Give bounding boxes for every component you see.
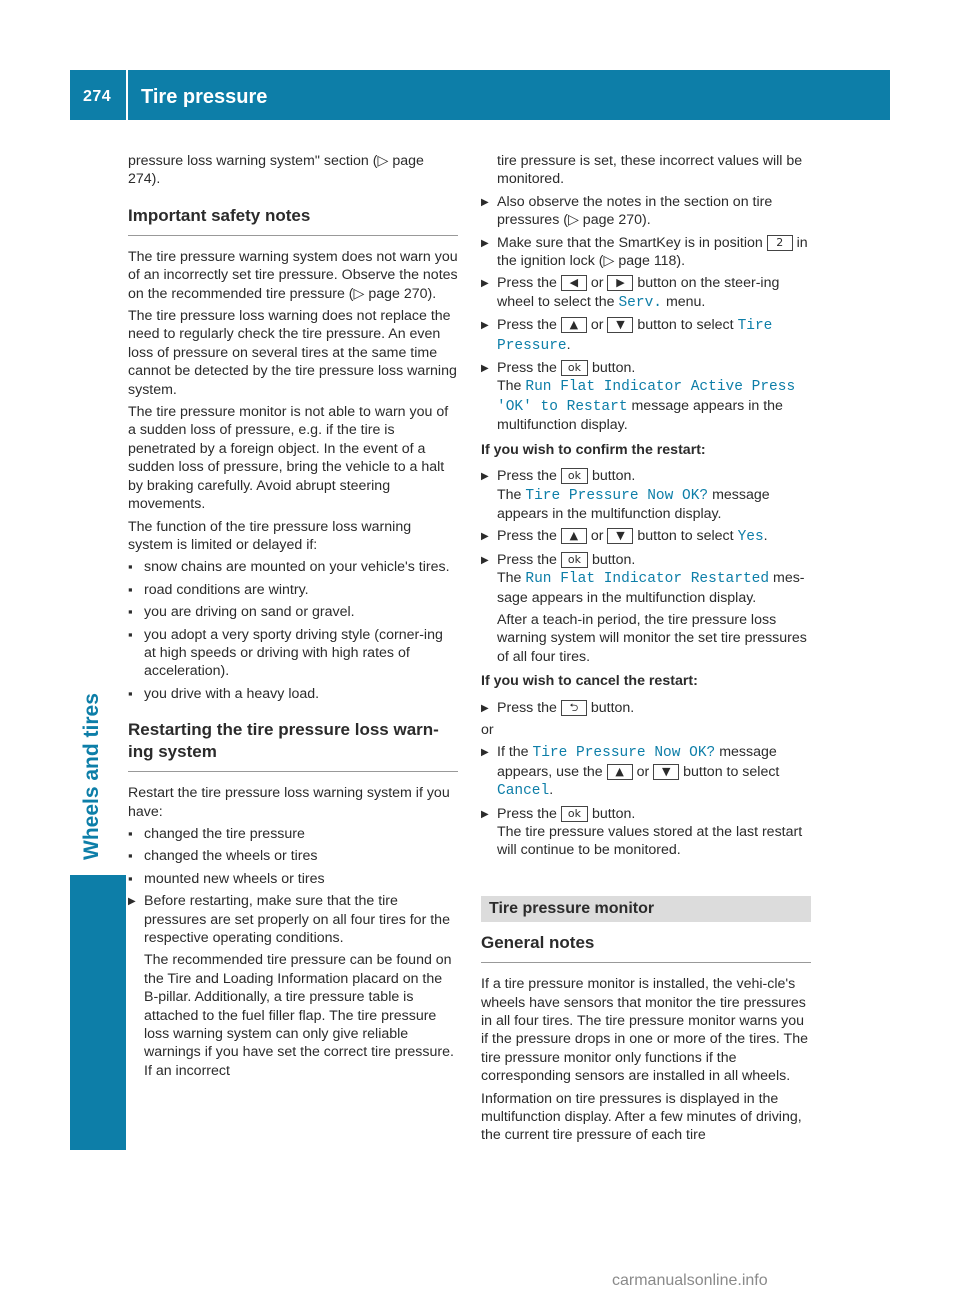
paragraph: The recommended tire pressure can be found on the Tire and Loading Information placard on the B-pillar. Additionally, a tire pressure table is attached to the fuel filler flap. The tire pressure loss warning system can only give reliable warnings if you have set the correct tire pressure. If an incorrect: [144, 952, 454, 1079]
paragraph: The tire pressure loss warning does not replace the need to regularly check the tire pressure. An even loss of pressure on several tires at the same time cannot be detected by the tire pressure loss warning system.: [128, 308, 457, 398]
subheading-confirm: If you wish to confirm the restart:: [481, 441, 706, 458]
paragraph: The tire pressure warning system does not warn you of an incorrectly set tire pressure. Observe the notes on the recommended tire pressure (▷ page 270).: [128, 248, 458, 302]
menu-name: Serv.: [618, 294, 662, 311]
ok-key-icon: ok: [561, 360, 588, 376]
paragraph: tire pressure is set, these incorrect values will be monitored.: [497, 153, 803, 188]
page-title: Tire pressure: [141, 86, 268, 108]
right-column: [481, 152, 811, 1149]
section-label: Wheels and tires: [80, 693, 103, 860]
down-arrow-key-icon: ▼: [653, 764, 679, 780]
display-message: Run Flat Indicator Restarted: [525, 571, 770, 588]
list-item: ▪ changed the wheels or tires: [128, 847, 458, 865]
instruction-step: ▶ If the Tire Pressure Now OK? message appears, use the ▲ or ▼ button to select Cancel.: [481, 743, 811, 800]
heading-safety: Important safety notes: [128, 205, 458, 236]
subheading-cancel: If you wish to cancel the restart:: [481, 673, 698, 690]
or-text: or: [481, 721, 494, 738]
instruction-step: ▶ Press the ok button. The tire pressure values stored at the last restart will continue to be monitored.: [481, 805, 811, 860]
list-item: ▪ snow chains are mounted on your vehicle's tires.: [128, 558, 458, 576]
instruction-step: ▶ Press the ▲ or ▼ button to select Tire Pressure.: [481, 316, 811, 355]
up-arrow-key-icon: ▲: [561, 528, 587, 544]
key-position-icon: 2: [767, 235, 793, 251]
watermark: carmanualsonline.info: [612, 1272, 768, 1289]
section-tab: [70, 875, 126, 1150]
down-arrow-key-icon: ▼: [607, 528, 633, 544]
instruction-step: ▶ Before restarting, make sure that the tire pressures are set properly on all four tires for the respective operating conditions.: [128, 892, 458, 947]
instruction-step: ▶ Press the ok button. The Run Flat Indicator Active Press 'OK' to Restart message appears in the multifunction display.: [481, 359, 811, 435]
paragraph: If a tire pressure monitor is installed, the vehi-cle's wheels have sensors that monitor the tire pressures in all four tires. The tire pressure monitor warns you if the pressure drops in one or more of the tires. The tire pressure monitor only functions if the corresponding sensors are installed in all wheels.: [481, 976, 809, 1085]
menu-item-name: Cancel: [497, 783, 550, 800]
heading-general: General notes: [481, 932, 811, 963]
up-arrow-key-icon: ▲: [607, 764, 633, 780]
up-arrow-key-icon: ▲: [561, 317, 587, 333]
left-arrow-key-icon: ◀: [561, 275, 587, 291]
instruction-step: ▶ Press the ⮌ button.: [481, 699, 811, 717]
instruction-step: ▶ Press the ◀ or ▶ button on the steer-ing wheel to select the Serv. menu.: [481, 274, 811, 312]
header-divider: [126, 70, 128, 120]
display-message: Run Flat Indicator Active Press 'OK' to Restart: [497, 379, 796, 415]
list-item: ▪ you drive with a heavy load.: [128, 685, 458, 703]
down-arrow-key-icon: ▼: [607, 317, 633, 333]
paragraph: The function of the tire pressure loss warning system is limited or delayed if:: [128, 518, 412, 553]
heading-restart: Restarting the tire pressure loss warn-ing system: [128, 719, 458, 772]
instruction-step: ▶ Make sure that the SmartKey is in position 2 in the ignition lock (▷ page 118).: [481, 234, 811, 271]
list-item: ▪ you are driving on sand or gravel.: [128, 603, 458, 621]
ok-key-icon: ok: [561, 806, 588, 822]
left-column: [128, 152, 458, 1084]
section-heading-monitor: Tire pressure monitor: [481, 896, 811, 922]
right-arrow-key-icon: ▶: [607, 275, 633, 291]
intro-text: pressure loss warning system" section (▷ page 274).: [128, 153, 424, 188]
back-key-icon: ⮌: [561, 700, 587, 716]
ok-key-icon: ok: [561, 468, 588, 484]
list-item: ▪ mounted new wheels or tires: [128, 870, 458, 888]
paragraph: The tire pressure monitor is not able to warn you of a sudden loss of pressure, e.g. if the tire is penetrated by a foreign object. In the event of a sudden loss of pressure, bring the vehicle to a halt by braking carefully. Avoid abrupt steering movements.: [128, 404, 449, 513]
paragraph: Information on tire pressures is displayed in the multifunction display. After a few minutes of driving, the current tire pressure of each tire: [481, 1090, 802, 1144]
instruction-step: ▶ Press the ok button. The Run Flat Indicator Restarted mes-sage appears in the multifunction display.: [481, 551, 811, 607]
display-message: Tire Pressure Now OK?: [532, 745, 716, 762]
display-message: Tire Pressure Now OK?: [525, 487, 709, 504]
menu-item-name: Tire Pressure: [497, 318, 773, 354]
paragraph: After a teach-in period, the tire pressure loss warning system will monitor the set tire pressures of all four tires.: [497, 611, 807, 665]
list-item: ▪ you adopt a very sporty driving style (corner-ing at high speeds or driving with high rates of acceleration).: [128, 626, 458, 681]
menu-item-name: Yes: [737, 529, 764, 546]
instruction-step: ▶ Also observe the notes in the section on tire pressures (▷ page 270).: [481, 193, 811, 230]
instruction-step: ▶ Press the ▲ or ▼ button to select Yes.: [481, 527, 811, 546]
list-item: ▪ road conditions are wintry.: [128, 581, 458, 599]
list-item: ▪ changed the tire pressure: [128, 825, 458, 843]
instruction-step: ▶ Press the ok button. The Tire Pressure Now OK? message appears in the multifunction display.: [481, 467, 811, 523]
paragraph: Restart the tire pressure loss warning system if you have:: [128, 785, 450, 820]
ok-key-icon: ok: [561, 552, 588, 568]
page-number: 274: [83, 88, 112, 105]
